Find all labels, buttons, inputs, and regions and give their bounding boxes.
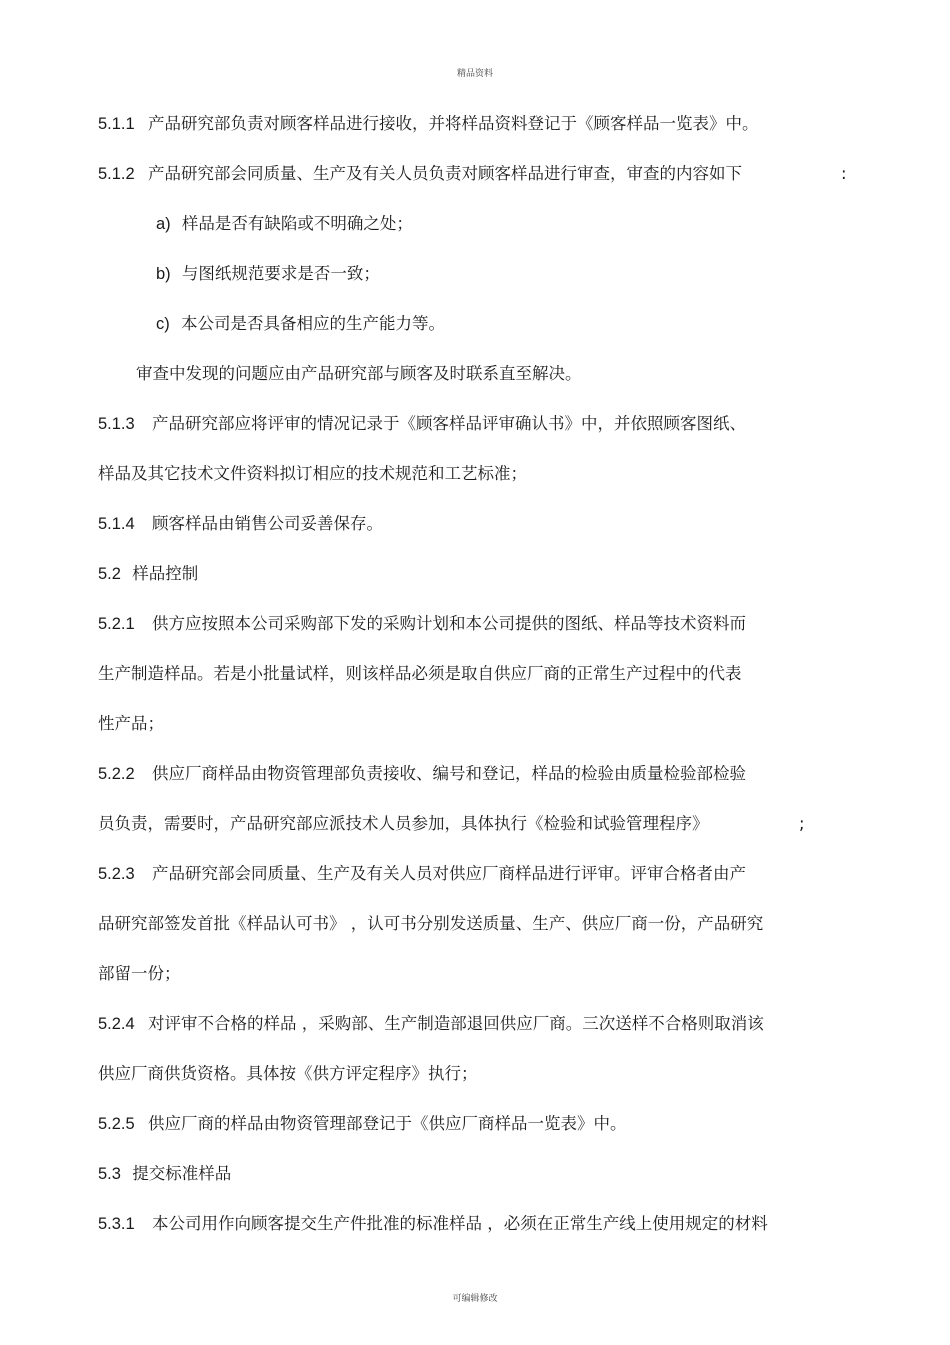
page-footer: 可编辑修改 <box>452 1294 498 1304</box>
list-item-a <box>156 214 413 234</box>
section-number: 5.2 <box>98 565 121 583</box>
section-title: 提交标准样品 <box>132 1164 232 1183</box>
list-item-b <box>156 264 380 284</box>
review-note: 审查中发现的问题应由产品研究部与顾客及时联系直至解决。 <box>136 364 582 383</box>
clause-number: 5.2.5 <box>98 1115 135 1133</box>
clause-continuation: 品研究部签发首批《样品认可书》 ，认可书分别发送质量、生产、供应厂商一份，产品研究 <box>98 914 764 933</box>
list-text: 本公司是否具备相应的生产能力等。 <box>181 314 445 333</box>
clause-continuation: 性产品； <box>98 714 164 733</box>
clause-5-1-4 <box>98 514 383 534</box>
clause-continuation: 供应厂商供货资格。具体按《供方评定程序》执行； <box>98 1064 478 1083</box>
clause-text: 本公司用作向顾客提交生产件批准的标准样品 ，必须在正常生产线上使用规定的材料 <box>151 1214 768 1233</box>
section-5-3-heading <box>98 1164 231 1184</box>
clause-text: 供应厂商的样品由物资管理部登记于《供应厂商样品一览表》中。 <box>147 1114 627 1133</box>
list-text: 样品是否有缺陷或不明确之处； <box>181 214 413 233</box>
clause-5-1-2-tail: : <box>841 164 847 183</box>
clause-number: 5.2.4 <box>98 1015 135 1033</box>
clause-text: 供应厂商样品由物资管理部负责接收、编号和登记，样品的检验由质量检验部检验 <box>151 764 746 783</box>
section-5-2-heading <box>98 564 198 584</box>
page-header: 精品资料 <box>456 69 493 79</box>
list-item-c <box>156 314 445 334</box>
clause-text: 顾客样品由销售公司妥善保存。 <box>151 514 383 533</box>
clause-5-1-2 <box>98 164 742 184</box>
clause-text: 对评审不合格的样品 ，采购部、生产制造部退回供应厂商。三次送样不合格则取消该 <box>147 1014 764 1033</box>
clause-number: 5.2.2 <box>98 765 135 783</box>
clause-5-3-1 <box>98 1214 768 1234</box>
clause-5-1-1 <box>98 114 758 134</box>
clause-text: 产品研究部负责对顾客样品进行接收，并将样品资料登记于《顾客样品一览表》中。 <box>147 114 759 133</box>
clause-continuation: 样品及其它技术文件资料拟订相应的技术规范和工艺标准； <box>98 464 527 483</box>
clause-5-2-5 <box>98 1114 626 1134</box>
clause-number: 5.2.3 <box>98 865 135 883</box>
clause-5-2-1 <box>98 614 746 634</box>
clause-number: 5.1.3 <box>98 415 135 433</box>
clause-continuation: 员负责，需要时，产品研究部应派技术人员参加，具体执行《检验和试验管理程序》 <box>98 814 709 833</box>
clause-text: 产品研究部会同质量、生产及有关人员负责对顾客样品进行审查，审查的内容如下 <box>147 164 742 183</box>
list-marker: b) <box>156 265 171 283</box>
clause-5-2-3 <box>98 864 746 884</box>
clause-5-2-4 <box>98 1014 764 1034</box>
clause-text: 产品研究部会同质量、生产及有关人员对供应厂商样品进行评审。评审合格者由产 <box>151 864 746 883</box>
clause-5-2-2 <box>98 764 746 784</box>
clause-text: 产品研究部应将评审的情况记录于《顾客样品评审确认书》中，并依照顾客图纸、 <box>151 414 746 433</box>
list-text: 与图纸规范要求是否一致； <box>181 264 380 283</box>
section-title: 样品控制 <box>132 564 199 583</box>
clause-5-1-3 <box>98 414 746 434</box>
clause-number: 5.2.1 <box>98 615 135 633</box>
clause-continuation: 部留一份； <box>98 964 181 983</box>
list-marker: c) <box>156 315 170 333</box>
clause-continuation: 生产制造样品。若是小批量试样，则该样品必须是取自供应厂商的正常生产过程中的代表 <box>98 664 742 683</box>
clause-number: 5.1.2 <box>98 165 135 183</box>
clause-continuation-tail: ; <box>799 814 805 833</box>
list-marker: a) <box>156 215 171 233</box>
clause-number: 5.1.4 <box>98 515 135 533</box>
clause-number: 5.1.1 <box>98 115 135 133</box>
clause-text: 供方应按照本公司采购部下发的采购计划和本公司提供的图纸、样品等技术资料而 <box>151 614 746 633</box>
section-number: 5.3 <box>98 1165 121 1183</box>
clause-number: 5.3.1 <box>98 1215 135 1233</box>
